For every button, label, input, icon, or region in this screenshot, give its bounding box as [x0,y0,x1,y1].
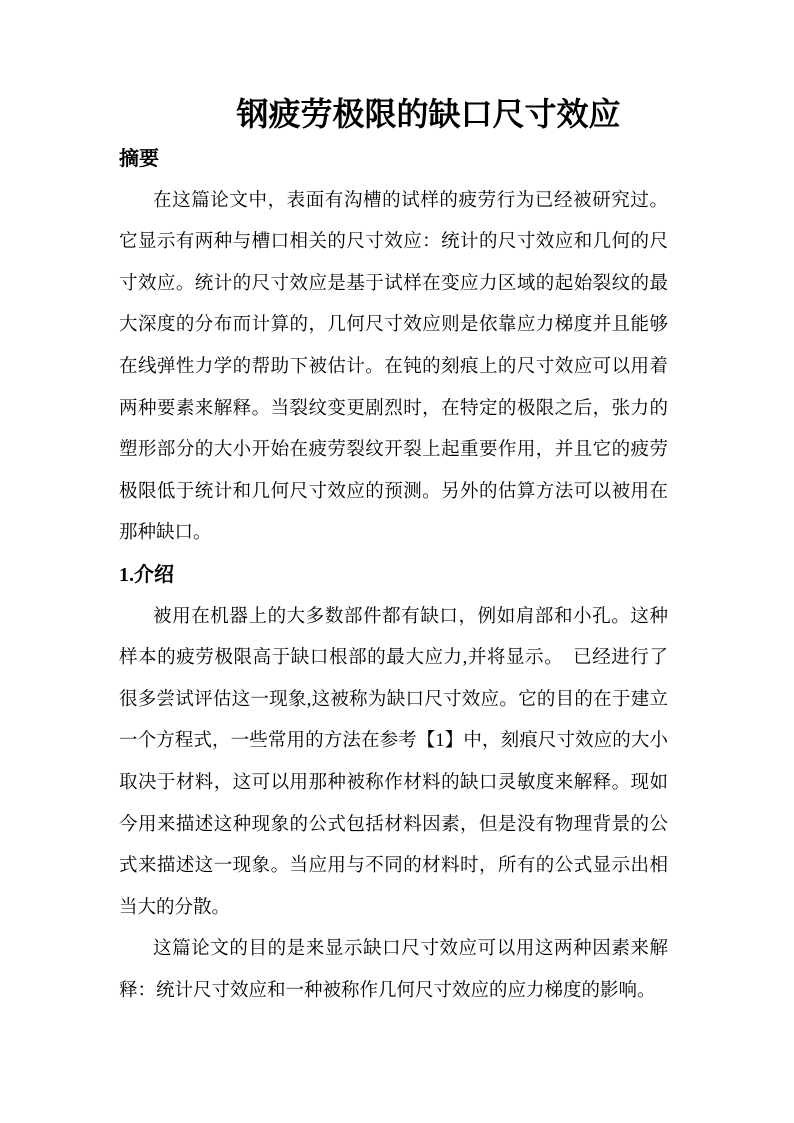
introduction-line: 这篇论文的目的是来显示缺口尺寸效应可以用这两种因素来解 [153,939,668,960]
introduction-line: 式来描述这一现象。当应用与不同的材料时，所有的公式显示出相 [119,856,668,877]
abstract-line: 寸效应。统计的尺寸效应是基于试样在变应力区域的起始裂纹的最 [119,273,668,294]
introduction-line: 释：统计尺寸效应和一种被称作几何尺寸效应的应力梯度的影响。 [119,980,656,1001]
document-title: 钢疲劳极限的缺口尺寸效应 [236,96,621,132]
abstract-line: 大深度的分布而计算的，几何尺寸效应则是依靠应力梯度并且能够 [119,315,668,336]
introduction-line: 被用在机器上的大多数部件都有缺口，例如肩部和小孔。这种 [153,606,668,627]
introduction-line: 样本的疲劳极限高于缺口根部的最大应力,并将显示。 已经进行了 [119,648,668,669]
introduction-line: 很多尝试评估这一现象,这被称为缺口尺寸效应。它的目的在于建立 [119,689,668,710]
introduction-line: 一个方程式，一些常用的方法在参考【1】中，刻痕尺寸效应的大小 [119,731,668,752]
abstract-line: 在这篇论文中，表面有沟槽的试样的疲劳行为已经被研究过。 [153,190,668,211]
introduction-line: 取决于材料，这可以用那种被称作材料的缺口灵敏度来解释。现如 [119,772,668,793]
abstract-line: 那种缺口。 [119,523,212,544]
introduction-line: 今用来描述这种现象的公式包括材料因素，但是没有物理背景的公 [119,814,668,835]
heading-abstract: 摘要 [119,148,159,170]
heading-introduction: 1.介绍 [119,563,174,586]
introduction-line: 当大的分散。 [119,897,231,918]
document-body [119,139,668,1012]
abstract-line: 两种要素来解释。当裂纹变更剧烈时，在特定的极限之后，张力的 [119,398,668,419]
abstract-line: 极限低于统计和几何尺寸效应的预测。另外的估算方法可以被用在 [119,481,668,502]
abstract-line: 它显示有两种与槽口相关的尺寸效应：统计的尺寸效应和几何的尺 [119,232,668,253]
abstract-line: 在线弹性力学的帮助下被估计。在钝的刻痕上的尺寸效应可以用着 [119,356,668,377]
abstract-line: 塑形部分的大小开始在疲劳裂纹开裂上起重要作用，并且它的疲劳 [119,440,668,461]
